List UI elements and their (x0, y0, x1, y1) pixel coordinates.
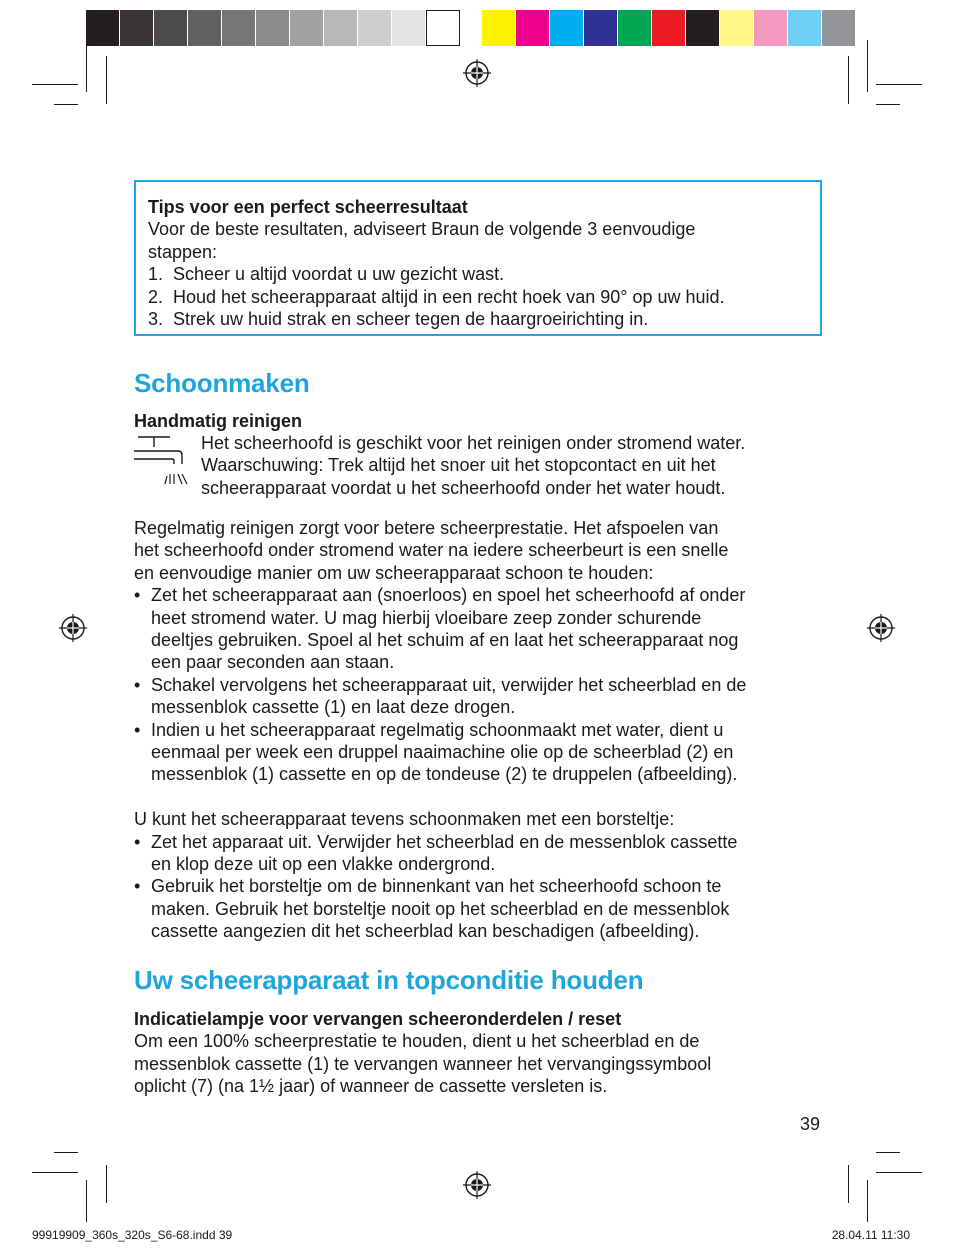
crop-mark (876, 84, 922, 85)
manual-cleaning-text (201, 432, 826, 499)
crop-mark (848, 1165, 849, 1203)
subheading-manual-cleaning: Handmatig reinigen (134, 411, 303, 431)
color-swatch (358, 10, 392, 46)
text-line: oplicht (7) (na 1½ jaar) of wanneer de cassette versleten is. (134, 1076, 608, 1097)
crop-mark (32, 1172, 78, 1173)
tips-intro: stappen: (148, 241, 218, 262)
text-line: Regelmatig reinigen zorgt voor betere scheerprestatie. Het afspoelen van (134, 518, 719, 538)
tips-step: 1. Scheer u altijd voordat u uw gezicht wast. (148, 264, 505, 285)
crop-mark (876, 1172, 922, 1173)
color-swatch (720, 10, 754, 46)
page-number: 39 (799, 1114, 820, 1134)
color-swatch (324, 10, 358, 46)
subheading-indicator: Indicatielampje voor vervangen scheeronderdelen / reset (134, 1009, 622, 1029)
color-swatch (482, 10, 516, 46)
list-item: • Gebruik het borsteltje om de binnenkant van het scheerhoofd schoon te maken. Gebruik het borsteltje nooit op het scheerblad en de messenblok cassette aangezien dit het scheerblad kan beschadigen (afbeelding). (134, 876, 730, 942)
crop-mark (86, 1180, 87, 1222)
color-swatch (754, 10, 788, 46)
color-swatch (426, 10, 460, 46)
tips-title: Tips voor een perfect scheerresultaat (148, 197, 468, 217)
registration-mark-icon (462, 1170, 492, 1200)
text-line: Om een 100% scheerprestatie te houden, dient u het scheerblad en de (134, 1031, 700, 1052)
regular-cleaning-section (134, 517, 824, 943)
color-swatch (618, 10, 652, 46)
crop-mark (32, 84, 78, 85)
crop-mark (54, 104, 78, 105)
crop-mark (876, 104, 900, 105)
water-tap-icon (134, 434, 190, 486)
color-swatch (290, 10, 324, 46)
crop-mark (54, 1152, 78, 1153)
text-line: Het scheerhoofd is geschikt voor het reinigen onder stromend water. (201, 433, 746, 453)
list-item: • Indien u het scheerapparaat regelmatig schoonmaakt met water, dient u eenmaal per week een druppel naaimachine olie op de scheerblad (2) en messenblok (1) cassette en op de tondeuse (2) te druppelen (afbeelding). (134, 719, 738, 785)
tips-step: 2. Houd het scheerapparaat altijd in een recht hoek van 90° op uw huid. (148, 286, 725, 307)
color-swatch (584, 10, 618, 46)
text-line: en eenvoudige manier om uw scheerapparaat schoon te houden: (134, 562, 654, 583)
color-swatch (686, 10, 720, 46)
registration-mark-icon (866, 613, 896, 643)
text-line: scheerapparaat voordat u het scheerhoofd onder het water houdt. (201, 477, 726, 498)
footer-date: 28.04.11 11:30 (831, 1228, 910, 1242)
color-swatch (652, 10, 686, 46)
registration-mark-icon (58, 613, 88, 643)
list-item: • Schakel vervolgens het scheerapparaat uit, verwijder het scheerblad en de messenblok cassette (1) en laat deze drogen. (134, 674, 747, 718)
manual-cleaning-section (134, 410, 824, 432)
tips-step: 3. Strek uw huid strak en scheer tegen de haargroeirichting in. (148, 309, 649, 330)
text-line: Waarschuwing: Trek altijd het snoer uit het stopcontact en uit het (201, 455, 716, 476)
color-swatch (154, 10, 188, 46)
crop-mark (876, 1152, 900, 1153)
crop-mark (106, 56, 107, 104)
color-swatch (86, 10, 120, 46)
list-item: • Zet het apparaat uit. Verwijder het scheerblad en de messenblok cassette en klop deze uit op een vlakke ondergrond. (134, 831, 738, 875)
text-line: messenblok cassette (1) te vervangen wanneer het vervangingssymbool (134, 1053, 712, 1074)
registration-mark-icon (462, 58, 492, 88)
footer-filename: 99919909_360s_320s_S6-68.indd 39 (32, 1228, 233, 1242)
color-swatch (788, 10, 822, 46)
crop-mark (867, 40, 868, 92)
tips-box (134, 180, 822, 336)
section-heading-cleaning: Schoonmaken (134, 368, 310, 398)
color-swatch (120, 10, 154, 46)
list-item: • Zet het scheerapparaat aan (snoerloos) en spoel het scheerhoofd af onder heet stromend water. U mag hierbij vloeibare zeep zonder schurende deeltjes gebruiken. Spoel al het schuim af en laat het scheerapparaat nog een paar seconden aan staan. (134, 585, 746, 673)
crop-mark (106, 1165, 107, 1203)
color-swatch (550, 10, 584, 46)
crop-mark (86, 40, 87, 92)
text-line: het scheerhoofd onder stromend water na iedere scheerbeurt is een snelle (134, 540, 729, 561)
maintenance-section (134, 1008, 824, 1098)
color-swatch (256, 10, 290, 46)
color-calibration-bar (482, 10, 856, 46)
crop-mark (867, 1180, 868, 1222)
tips-intro: Voor de beste resultaten, adviseert Braun de volgende 3 eenvoudige (148, 219, 696, 240)
color-swatch (188, 10, 222, 46)
text-line: U kunt het scheerapparaat tevens schoonmaken met een borsteltje: (134, 809, 675, 830)
color-swatch (392, 10, 426, 46)
color-swatch (222, 10, 256, 46)
section-heading-maintenance: Uw scheerapparaat in topconditie houden (134, 965, 644, 995)
crop-mark (848, 56, 849, 104)
gray-calibration-bar (86, 10, 460, 46)
color-swatch (822, 10, 856, 46)
color-swatch (516, 10, 550, 46)
